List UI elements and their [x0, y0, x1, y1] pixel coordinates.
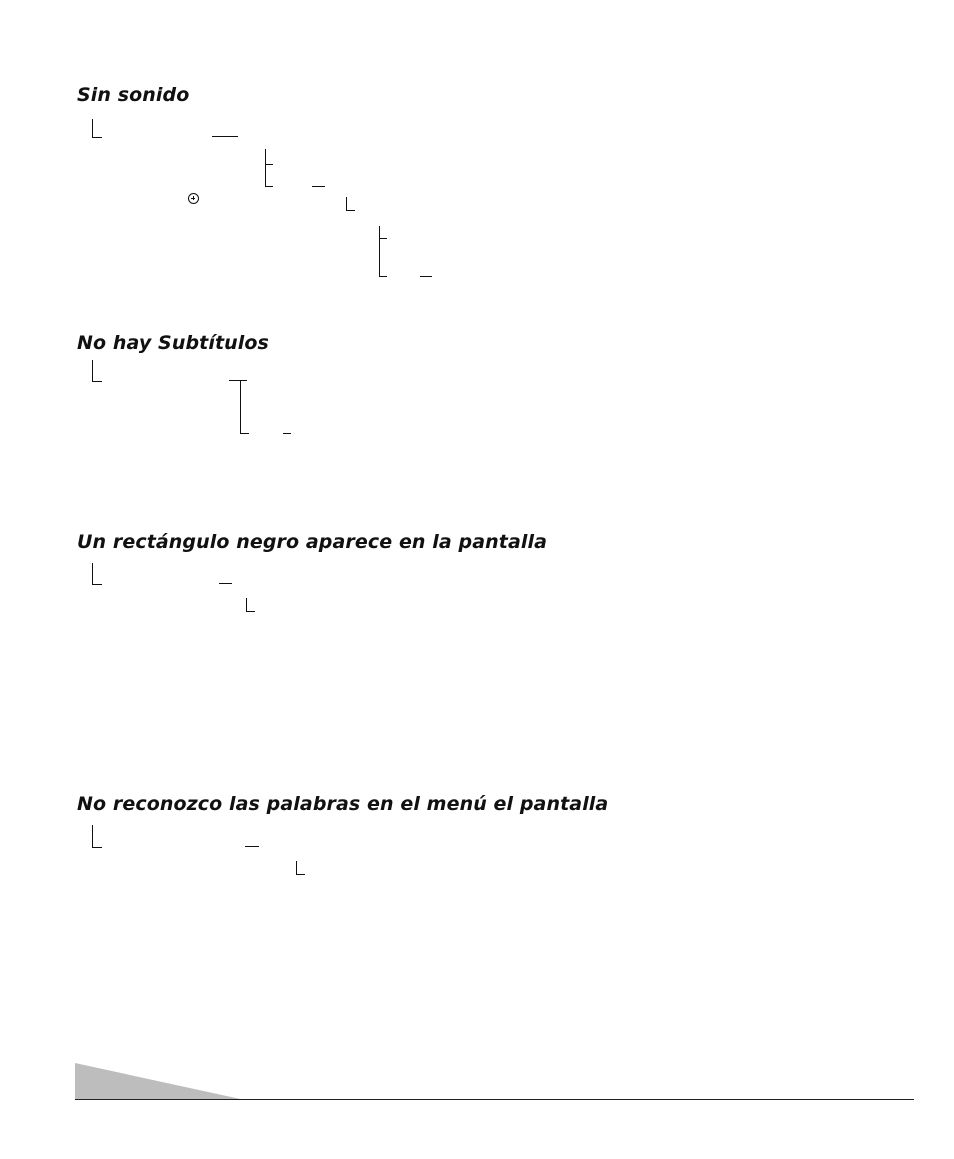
section-heading-no-hay-subtitulos: No hay Subtítulos	[77, 332, 269, 354]
section-heading-no-reconozco-palabras: No reconozco las palabras en el menú el pantalla	[77, 793, 609, 815]
section-heading-sin-sonido: Sin sonido	[77, 84, 190, 106]
footer-rule	[75, 1099, 914, 1100]
section-heading-rectangulo-negro: Un rectángulo negro aparece en la pantalla	[77, 531, 548, 553]
footer-tab-decoration	[75, 1063, 245, 1100]
circle-plus-icon	[188, 193, 199, 204]
